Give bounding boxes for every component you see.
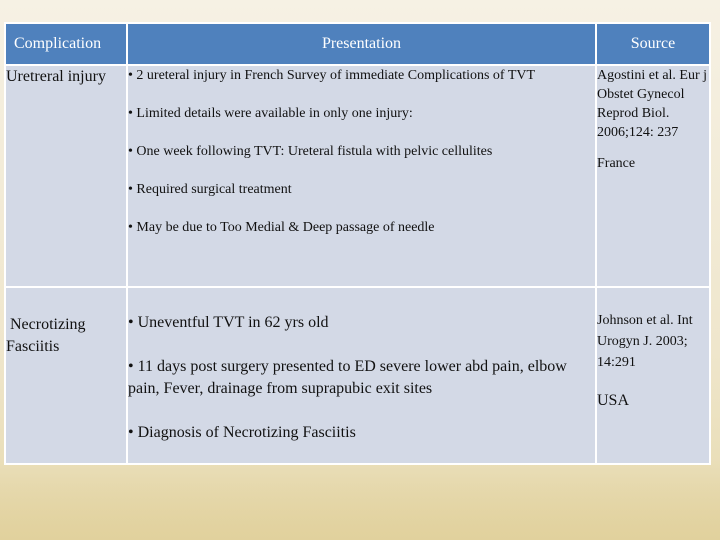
bullet-glyph: •	[128, 424, 134, 441]
header-presentation: Presentation	[128, 24, 595, 64]
bullet-glyph: •	[128, 144, 133, 159]
presentation-bullet: • Limited details were available in only one injury:	[128, 106, 413, 121]
complications-table	[4, 22, 711, 465]
header-source: Source	[597, 24, 709, 64]
complication-cell	[6, 66, 126, 286]
slide-background-gradient	[0, 460, 720, 540]
presentation-cell	[128, 66, 595, 286]
table-header-row	[6, 24, 709, 64]
source-citation: Agostini et al. Eur j Obstet Gynecol Reprod Biol. 2006;124: 237	[597, 68, 708, 140]
bullet-glyph: •	[128, 358, 134, 375]
source-cell	[597, 66, 709, 286]
bullet-glyph: •	[128, 68, 133, 83]
source-country: USA	[597, 392, 630, 409]
table-row	[6, 66, 709, 286]
presentation-bullet: • One week following TVT: Ureteral fistula with pelvic cellulites	[128, 144, 493, 159]
presentation-bullet: • Required surgical treatment	[128, 182, 292, 197]
bullet-glyph: •	[128, 182, 133, 197]
table-row	[6, 288, 709, 463]
header-complication: Complication	[6, 24, 126, 64]
complication-text: Necrotizing Fasciitis	[6, 316, 86, 355]
presentation-cell	[128, 288, 595, 463]
presentation-bullet: • Uneventful TVT in 62 yrs old	[128, 314, 329, 331]
source-citation: Johnson et al. Int Urogyn J. 2003; 14:291	[597, 313, 693, 370]
bullet-glyph: •	[128, 220, 133, 235]
source-country: France	[597, 156, 636, 171]
bullet-glyph: •	[128, 314, 134, 331]
presentation-bullet: • Diagnosis of Necrotizing Fasciitis	[128, 424, 356, 441]
presentation-bullet: • 11 days post surgery presented to ED severe lower abd pain, elbow pain, Fever, drainage from suprapubic exit sites	[128, 358, 567, 397]
complication-text: Uretreral injury	[6, 68, 106, 85]
presentation-bullet: • May be due to Too Medial & Deep passage of needle	[128, 220, 435, 235]
presentation-bullet: • 2 ureteral injury in French Survey of immediate Complications of TVT	[128, 68, 536, 83]
source-cell	[597, 288, 709, 463]
bullet-glyph: •	[128, 106, 133, 121]
complication-cell	[6, 288, 126, 463]
